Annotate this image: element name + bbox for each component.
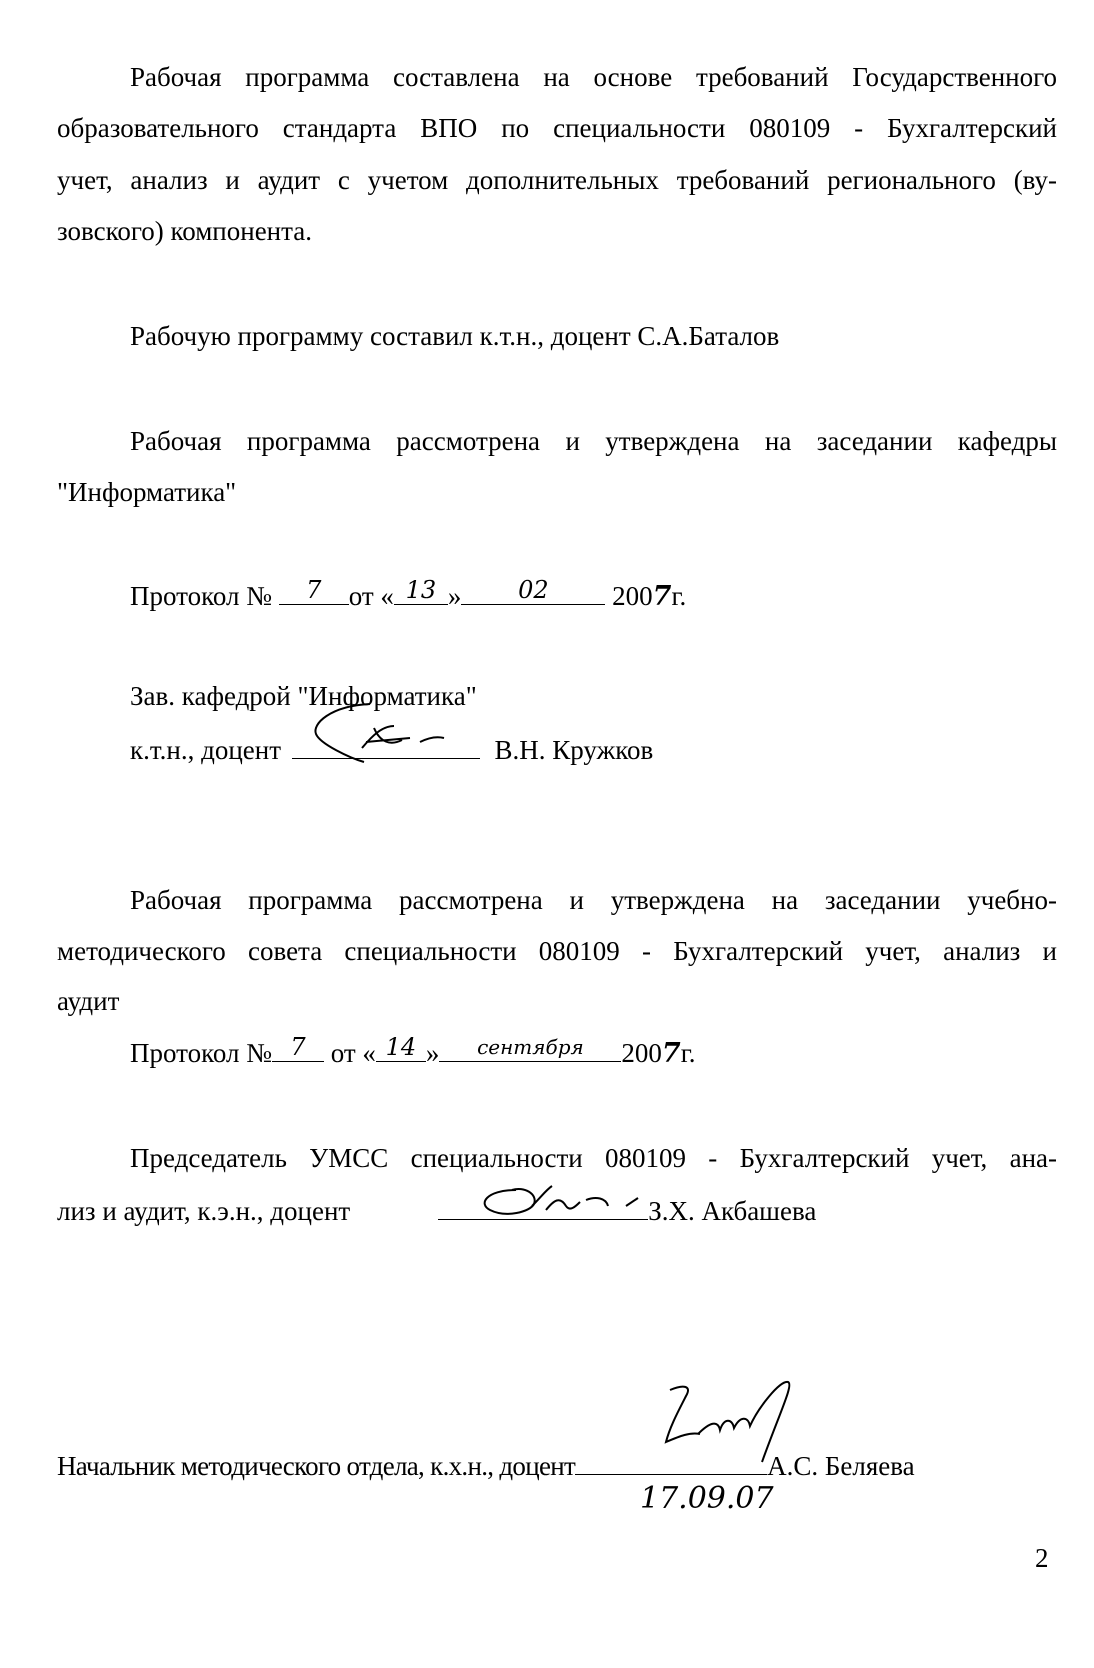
protocol-day: 13	[405, 576, 437, 604]
dept-approval-line: Рабочая программа рассмотрена и утверждена на заседании кафедры	[130, 426, 1057, 456]
head-methodical-title: Начальник методического отдела, к.х.н., доцент	[57, 1451, 576, 1481]
page-number: 2	[1035, 1543, 1049, 1573]
handwritten-date: 17.09.07	[640, 1481, 774, 1516]
council-approval-line: аудит	[57, 986, 120, 1016]
protocol-year-hand: 7	[661, 1038, 681, 1069]
protocol-year-prefix: 200	[612, 581, 653, 611]
signature-field	[575, 1448, 767, 1475]
head-methodical-name: А.С. Беляева	[767, 1451, 915, 1481]
protocol-month-field	[439, 1035, 621, 1062]
protocol-label: Протокол №	[130, 1038, 272, 1068]
protocol-number-field	[279, 578, 349, 605]
intro-line: учет, анализ и аудит с учетом дополнительных требований регионального (ву-	[57, 165, 1057, 195]
chairman-line2	[57, 1193, 816, 1227]
intro-line: Рабочая программа составлена на основе требований Государственного	[130, 62, 1057, 92]
protocol-year-prefix: 200	[621, 1038, 662, 1068]
intro-line: зовского) компонента.	[57, 216, 312, 246]
protocol-from-label: от «	[348, 581, 394, 611]
protocol-year-suffix: г.	[680, 1038, 696, 1068]
signature-field	[292, 732, 480, 759]
chairman-line: Председатель УМСС специальности 080109 - Бухгалтерский учет, ана-	[130, 1143, 1057, 1173]
protocol-number-field	[272, 1035, 324, 1062]
protocol-day-field	[376, 1035, 426, 1062]
council-protocol-line	[130, 1035, 696, 1070]
dept-head-degree: к.т.н., доцент	[130, 735, 282, 765]
compiler-line: Рабочую программу составил к.т.н., доцент С.А.Баталов	[130, 321, 780, 351]
protocol-number: 7	[290, 1033, 306, 1061]
council-approval-line: Рабочая программа рассмотрена и утверждена на заседании учебно-	[130, 885, 1057, 915]
chairman-name: З.Х. Акбашева	[648, 1196, 817, 1226]
dept-name: "Информатика"	[57, 477, 237, 507]
protocol-day-field	[394, 578, 448, 605]
signature-field	[438, 1193, 648, 1220]
protocol-month: 02	[518, 576, 549, 604]
dept-head-line	[130, 732, 653, 766]
head-methodical-line	[57, 1448, 915, 1482]
protocol-year-suffix: г.	[671, 581, 687, 611]
protocol-label: Протокол №	[130, 581, 272, 611]
dept-head-name: В.Н. Кружков	[494, 735, 654, 765]
signature-belyaeva	[640, 1372, 840, 1522]
protocol-from-label: от «	[330, 1038, 376, 1068]
protocol-month: сентября	[477, 1035, 584, 1059]
chairman-degree: лиз и аудит, к.э.н., доцент	[57, 1196, 351, 1226]
protocol-close-quote: »	[425, 1038, 440, 1068]
protocol-month-field	[461, 578, 605, 605]
protocol-number: 7	[306, 576, 322, 604]
intro-line: образовательного стандарта ВПО по специальности 080109 - Бухгалтерский	[57, 113, 1057, 143]
dept-head-title: Зав. кафедрой "Информатика"	[130, 681, 477, 711]
protocol-day: 14	[385, 1033, 417, 1061]
dept-protocol-line	[130, 578, 686, 613]
protocol-close-quote: »	[447, 581, 462, 611]
council-approval-line: методического совета специальности 080109 - Бухгалтерский учет, анализ и	[57, 936, 1057, 966]
protocol-year-hand: 7	[652, 581, 672, 612]
